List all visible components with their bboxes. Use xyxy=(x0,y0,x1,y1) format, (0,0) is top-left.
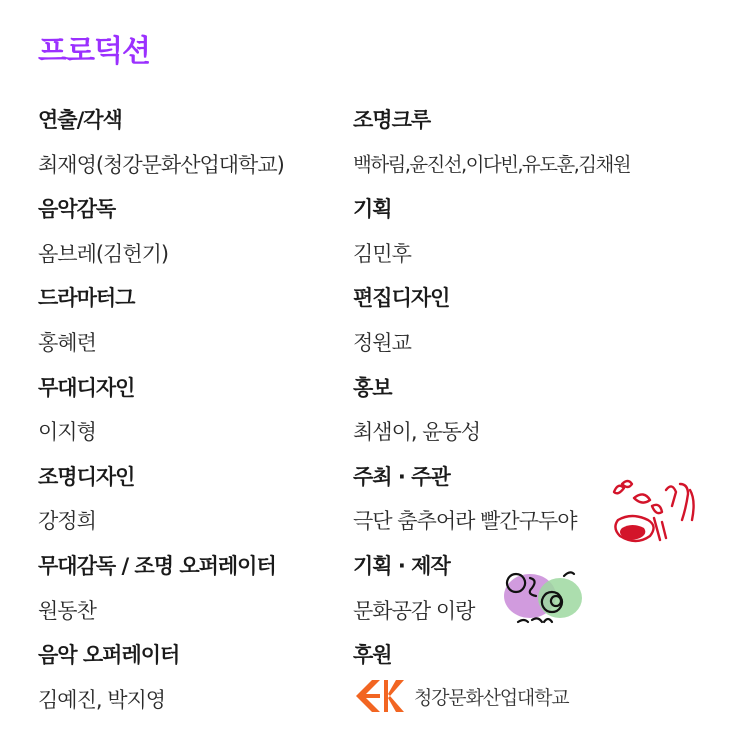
sponsor-logo xyxy=(350,676,568,716)
credit-role: 기획 · 제작 xyxy=(353,553,450,578)
credit-name: 원동찬 xyxy=(38,598,96,623)
credit-role: 무대감독 / 조명 오퍼레이터 xyxy=(38,553,276,578)
credit-role: 음악 오퍼레이터 xyxy=(38,643,180,668)
red-shoes-troupe-logo xyxy=(608,470,700,550)
credits-left-column xyxy=(38,98,284,722)
credit-role: 기획 xyxy=(353,197,392,222)
credit-role: 조명디자인 xyxy=(38,464,135,489)
sponsor-logo-text: 청강문화산업대학교 xyxy=(414,686,569,709)
credit-name: 최샘이, 윤동성 xyxy=(353,420,481,445)
credit-name: 정원교 xyxy=(353,330,411,355)
ck-logo xyxy=(350,676,408,716)
credit-name: 극단 춤추어라 빨간구두야 xyxy=(353,509,577,534)
credit-role: 드라마터그 xyxy=(38,286,135,311)
credit-role: 주최 · 주관 xyxy=(353,464,450,489)
credit-name: 최재영(청강문화산업대학교) xyxy=(38,152,284,177)
credit-role: 연출/각색 xyxy=(38,108,122,132)
credit-name: 홍혜련 xyxy=(38,330,96,355)
credit-role: 후원 xyxy=(353,643,392,668)
credit-name: 백하림,윤진선,이다빈,유도훈,김채원 xyxy=(353,152,630,176)
credit-role: 홍보 xyxy=(353,375,392,400)
credit-role: 음악감독 xyxy=(38,197,116,222)
credit-name: 강정희 xyxy=(38,509,96,534)
credit-role: 무대디자인 xyxy=(38,375,135,400)
credit-name: 김민후 xyxy=(353,241,411,266)
credit-role: 편집디자인 xyxy=(353,286,450,311)
page-title: 프로덕션 xyxy=(38,34,150,69)
credit-name: 문화공감 이랑 xyxy=(353,598,475,623)
credit-name: 옴브레(김헌기) xyxy=(38,241,169,266)
credit-role: 조명크루 xyxy=(353,108,431,132)
irang-logo xyxy=(494,566,590,632)
credit-name: 이지형 xyxy=(38,420,96,445)
credit-name: 김예진, 박지영 xyxy=(38,687,166,712)
